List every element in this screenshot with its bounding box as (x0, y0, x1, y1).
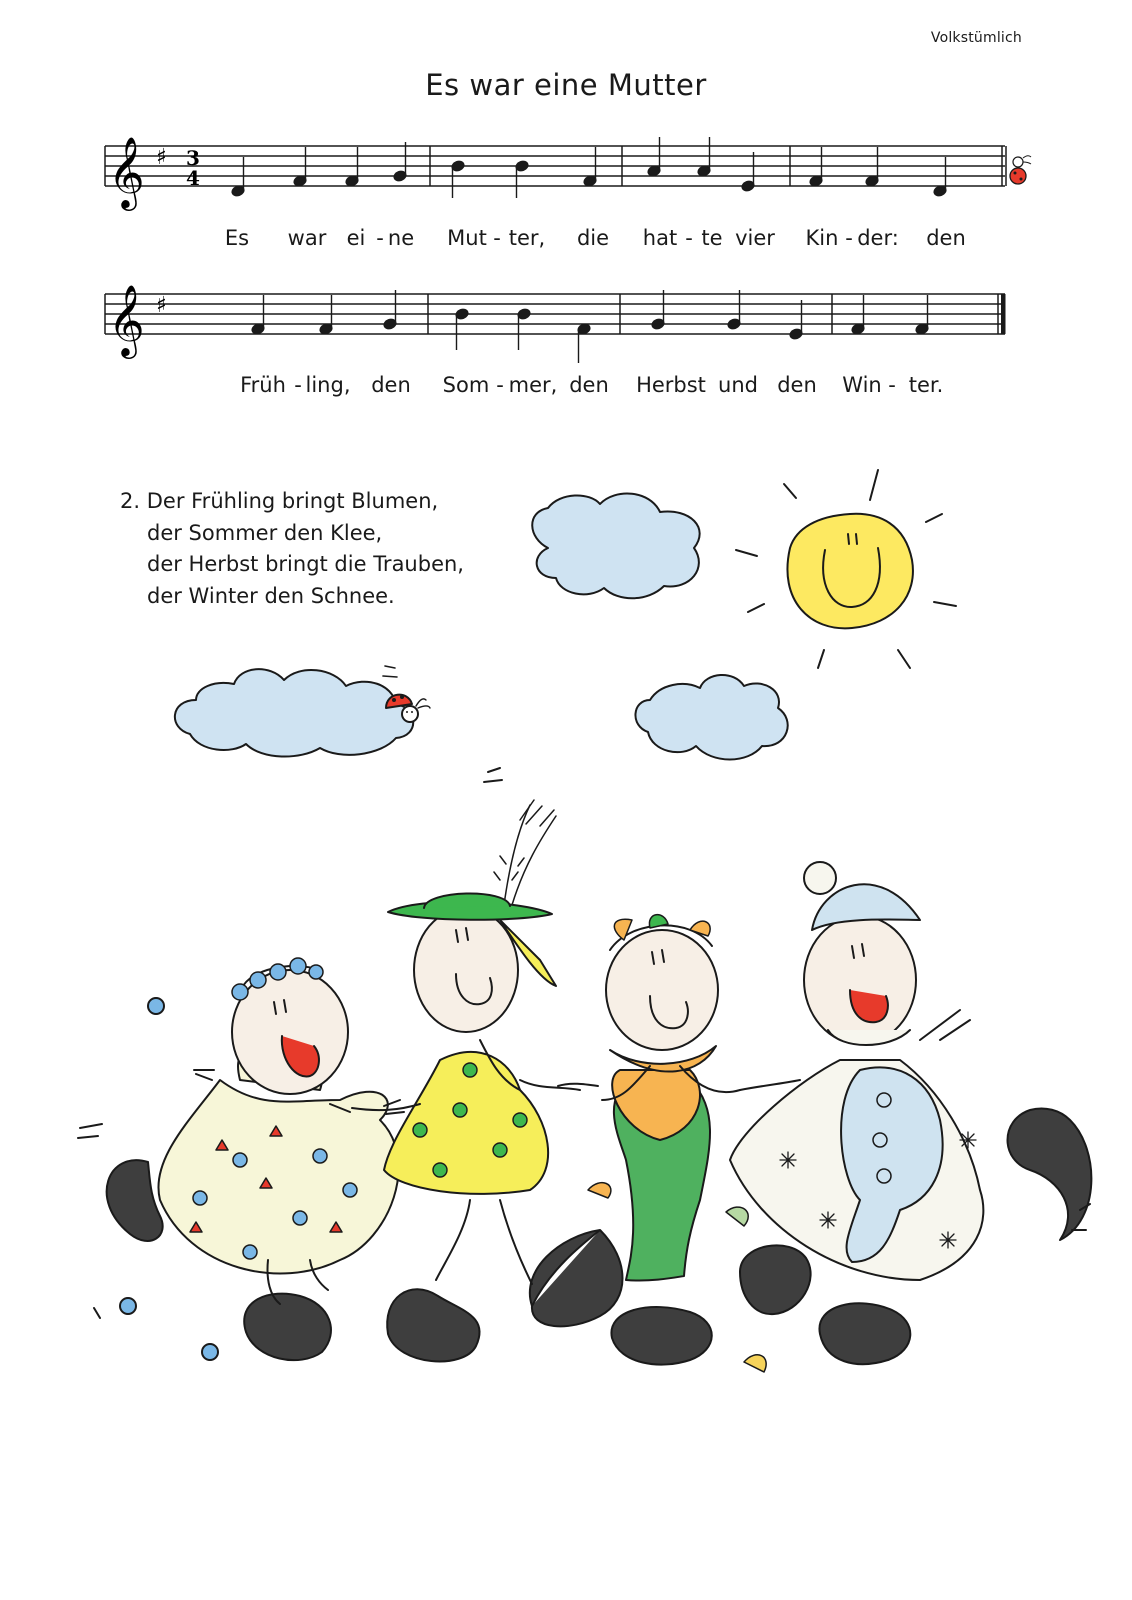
lyric-syllable: ei (346, 226, 366, 250)
lyric-syllable: und (718, 373, 758, 397)
cloud-icon (175, 669, 413, 756)
flower-icon (148, 998, 164, 1014)
sharp-icon: ♯ (156, 293, 167, 318)
ladybug-icon (1010, 156, 1031, 184)
lyric-syllable: Es (224, 226, 250, 250)
verse-line: 2. Der Frühling bringt Blumen, (120, 489, 439, 513)
treble-clef-icon: 𝄞 (108, 283, 145, 356)
lyric-syllable: Herbst (636, 373, 706, 397)
child-winter (730, 862, 983, 1280)
treble-clef-icon: 𝄞 (108, 135, 145, 208)
lyric-hyphen: - (493, 226, 501, 250)
staff-1 (105, 135, 1031, 211)
lyric-syllable: vier (735, 226, 775, 250)
verse-number: 2. (120, 489, 141, 513)
lyric-syllable: den (926, 226, 966, 250)
lyric-syllable: die (576, 226, 610, 250)
flower-icon (120, 1298, 136, 1314)
sun-icon (736, 470, 956, 668)
composer-credit: Volkstümlich (930, 30, 1022, 46)
lyric-syllable: der: (857, 226, 899, 250)
verse-line: der Herbst bringt die Trauben, (147, 552, 464, 576)
lyric-hyphen: - (685, 226, 693, 250)
lyric-hyphen: - (376, 226, 384, 250)
child-summer (384, 893, 580, 1284)
verse-line: der Sommer den Klee, (147, 520, 383, 545)
lyric-syllable: te (701, 226, 723, 250)
verse-line: der Winter den Schnee. (147, 583, 395, 608)
sharp-icon: ♯ (156, 145, 167, 170)
lyric-syllable: hat (642, 226, 678, 250)
staff-2 (105, 283, 1006, 363)
cloud-icon (635, 675, 787, 760)
song-title: Es war eine Mutter (425, 68, 707, 102)
lyric-syllable: ter, (508, 226, 546, 250)
cloud-icon (532, 494, 699, 599)
lyric-syllable: Win (842, 373, 882, 397)
lyric-syllable: den (569, 373, 609, 397)
lyric-syllable: Kin (805, 226, 839, 250)
lyric-syllable: mer, (508, 373, 558, 397)
lyric-syllable: den (371, 373, 411, 397)
seasons-illustration (0, 440, 1132, 1440)
flower-icon (202, 1344, 218, 1360)
svg-text:4: 4 (186, 166, 200, 190)
lyric-syllable: war (287, 226, 327, 250)
lyric-syllable: ling, (305, 373, 351, 397)
lyric-syllable: den (777, 373, 817, 397)
lyric-hyphen: - (294, 373, 302, 397)
lyric-syllable: ter. (908, 373, 944, 397)
lyric-syllable: ne (387, 226, 415, 250)
time-signature: 3 (186, 146, 200, 170)
lyric-hyphen: - (845, 226, 853, 250)
lyric-syllable: Früh (240, 373, 286, 397)
lyric-hyphen: - (888, 373, 896, 397)
lyric-syllable: Mut (447, 226, 487, 250)
sheet-music (0, 120, 1132, 410)
lyric-hyphen: - (496, 373, 504, 397)
lyric-syllable: Som (442, 373, 490, 397)
wheat-icon (494, 800, 556, 905)
